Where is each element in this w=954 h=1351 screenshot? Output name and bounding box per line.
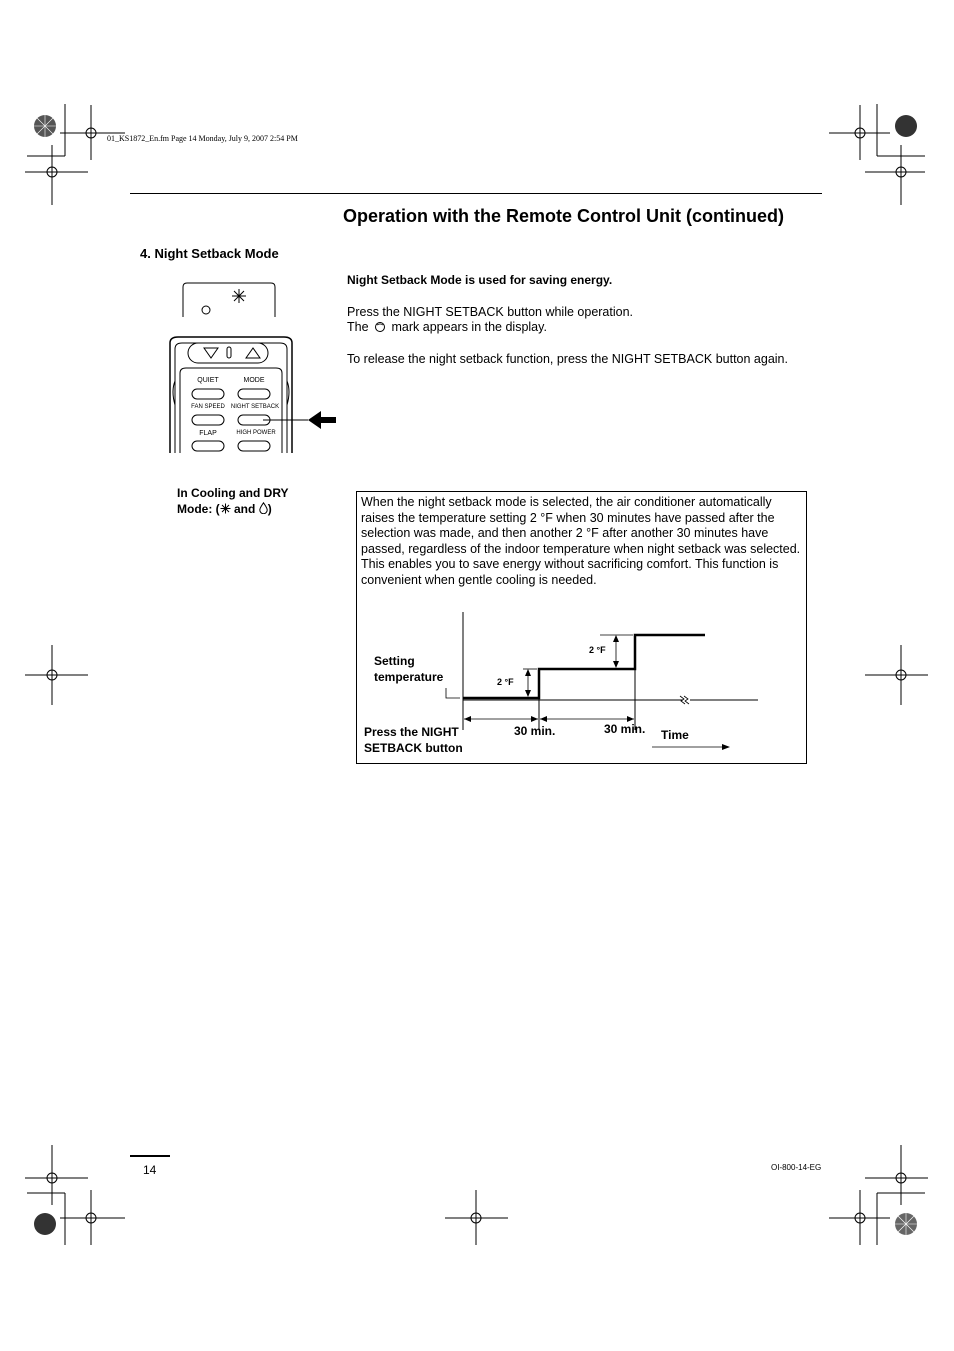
snowflake-icon bbox=[220, 503, 231, 514]
intro-line-2 bbox=[347, 320, 547, 334]
file-info-header: 01_KS1872_En.fm Page 14 Monday, July 9, 2007 2:54 PM bbox=[107, 134, 298, 143]
intro-line-3: To release the night setback function, press the NIGHT SETBACK button again. bbox=[347, 352, 788, 366]
intro-line-2-prefix: The bbox=[347, 320, 369, 334]
cooling-label-line-1: In Cooling and DRY bbox=[177, 486, 289, 500]
footer-rule bbox=[130, 1155, 170, 1157]
night-setback-mark-icon bbox=[374, 321, 386, 333]
cooling-label-and: and bbox=[234, 502, 256, 516]
page-title: Operation with the Remote Control Unit (continued) bbox=[343, 206, 784, 226]
remote-label-mode: MODE bbox=[243, 377, 265, 384]
press-button-label bbox=[364, 724, 463, 756]
press-button-line-1: Press the NIGHT bbox=[364, 725, 459, 739]
section-heading: 4. Night Setback Mode bbox=[140, 246, 279, 261]
intro-bold-line: Night Setback Mode is used for saving energy. bbox=[347, 273, 613, 287]
time-axis-label: Time bbox=[661, 728, 689, 742]
setting-temperature-label bbox=[374, 653, 443, 685]
remote-label-fan-speed: FAN SPEED bbox=[191, 404, 225, 410]
document-code: OI-800-14-EG bbox=[771, 1163, 822, 1172]
down-triangle-icon bbox=[204, 348, 218, 358]
cooling-label-line-2 bbox=[177, 501, 289, 517]
setting-temperature-line-2: temperature bbox=[374, 670, 444, 684]
pointer-arrow-icon bbox=[308, 411, 336, 429]
page-number: 14 bbox=[143, 1163, 157, 1177]
intro-line-2-suffix: mark appears in the display. bbox=[391, 320, 547, 334]
press-button-line-2: SETBACK button bbox=[364, 741, 463, 755]
moon-display-icon bbox=[202, 306, 210, 314]
interval-1-label: 30 min. bbox=[514, 724, 556, 738]
remote-label-night-setback: NIGHT SETBACK bbox=[230, 404, 280, 410]
top-rule bbox=[130, 193, 822, 194]
drop-icon bbox=[259, 502, 268, 514]
cooling-dry-label bbox=[177, 485, 289, 517]
remote-label-flap: FLAP bbox=[199, 430, 217, 437]
info-box-text: When the night setback mode is selected, the air conditioner automatically raises the temperature setting 2 °F when 30 minutes have passed after the selection was made, and then another 2 °F after another 30 minutes have passed, regardless of the indoor temperature when night setback was selected. This enables you to save energy without sacrificing comfort. This function is convenient when gentle cooling is needed. bbox=[361, 495, 801, 587]
snowflake-display-icon bbox=[232, 289, 246, 303]
cooling-label-prefix: Mode: ( bbox=[177, 502, 220, 516]
up-triangle-icon bbox=[246, 348, 260, 358]
intro-line-1: Press the NIGHT SETBACK button while operation. bbox=[347, 305, 634, 319]
remote-label-high-power: HIGH POWER bbox=[236, 430, 276, 436]
step-2-increment-label: 2 °F bbox=[589, 645, 606, 655]
step-1-increment-label: 2 °F bbox=[497, 677, 514, 687]
setting-temperature-line-1: Setting bbox=[374, 654, 415, 668]
interval-2-label: 30 min. bbox=[604, 722, 646, 736]
remote-control-illustration bbox=[168, 281, 343, 456]
remote-label-quiet: QUIET bbox=[197, 377, 219, 384]
cooling-label-suffix: ) bbox=[267, 502, 272, 516]
